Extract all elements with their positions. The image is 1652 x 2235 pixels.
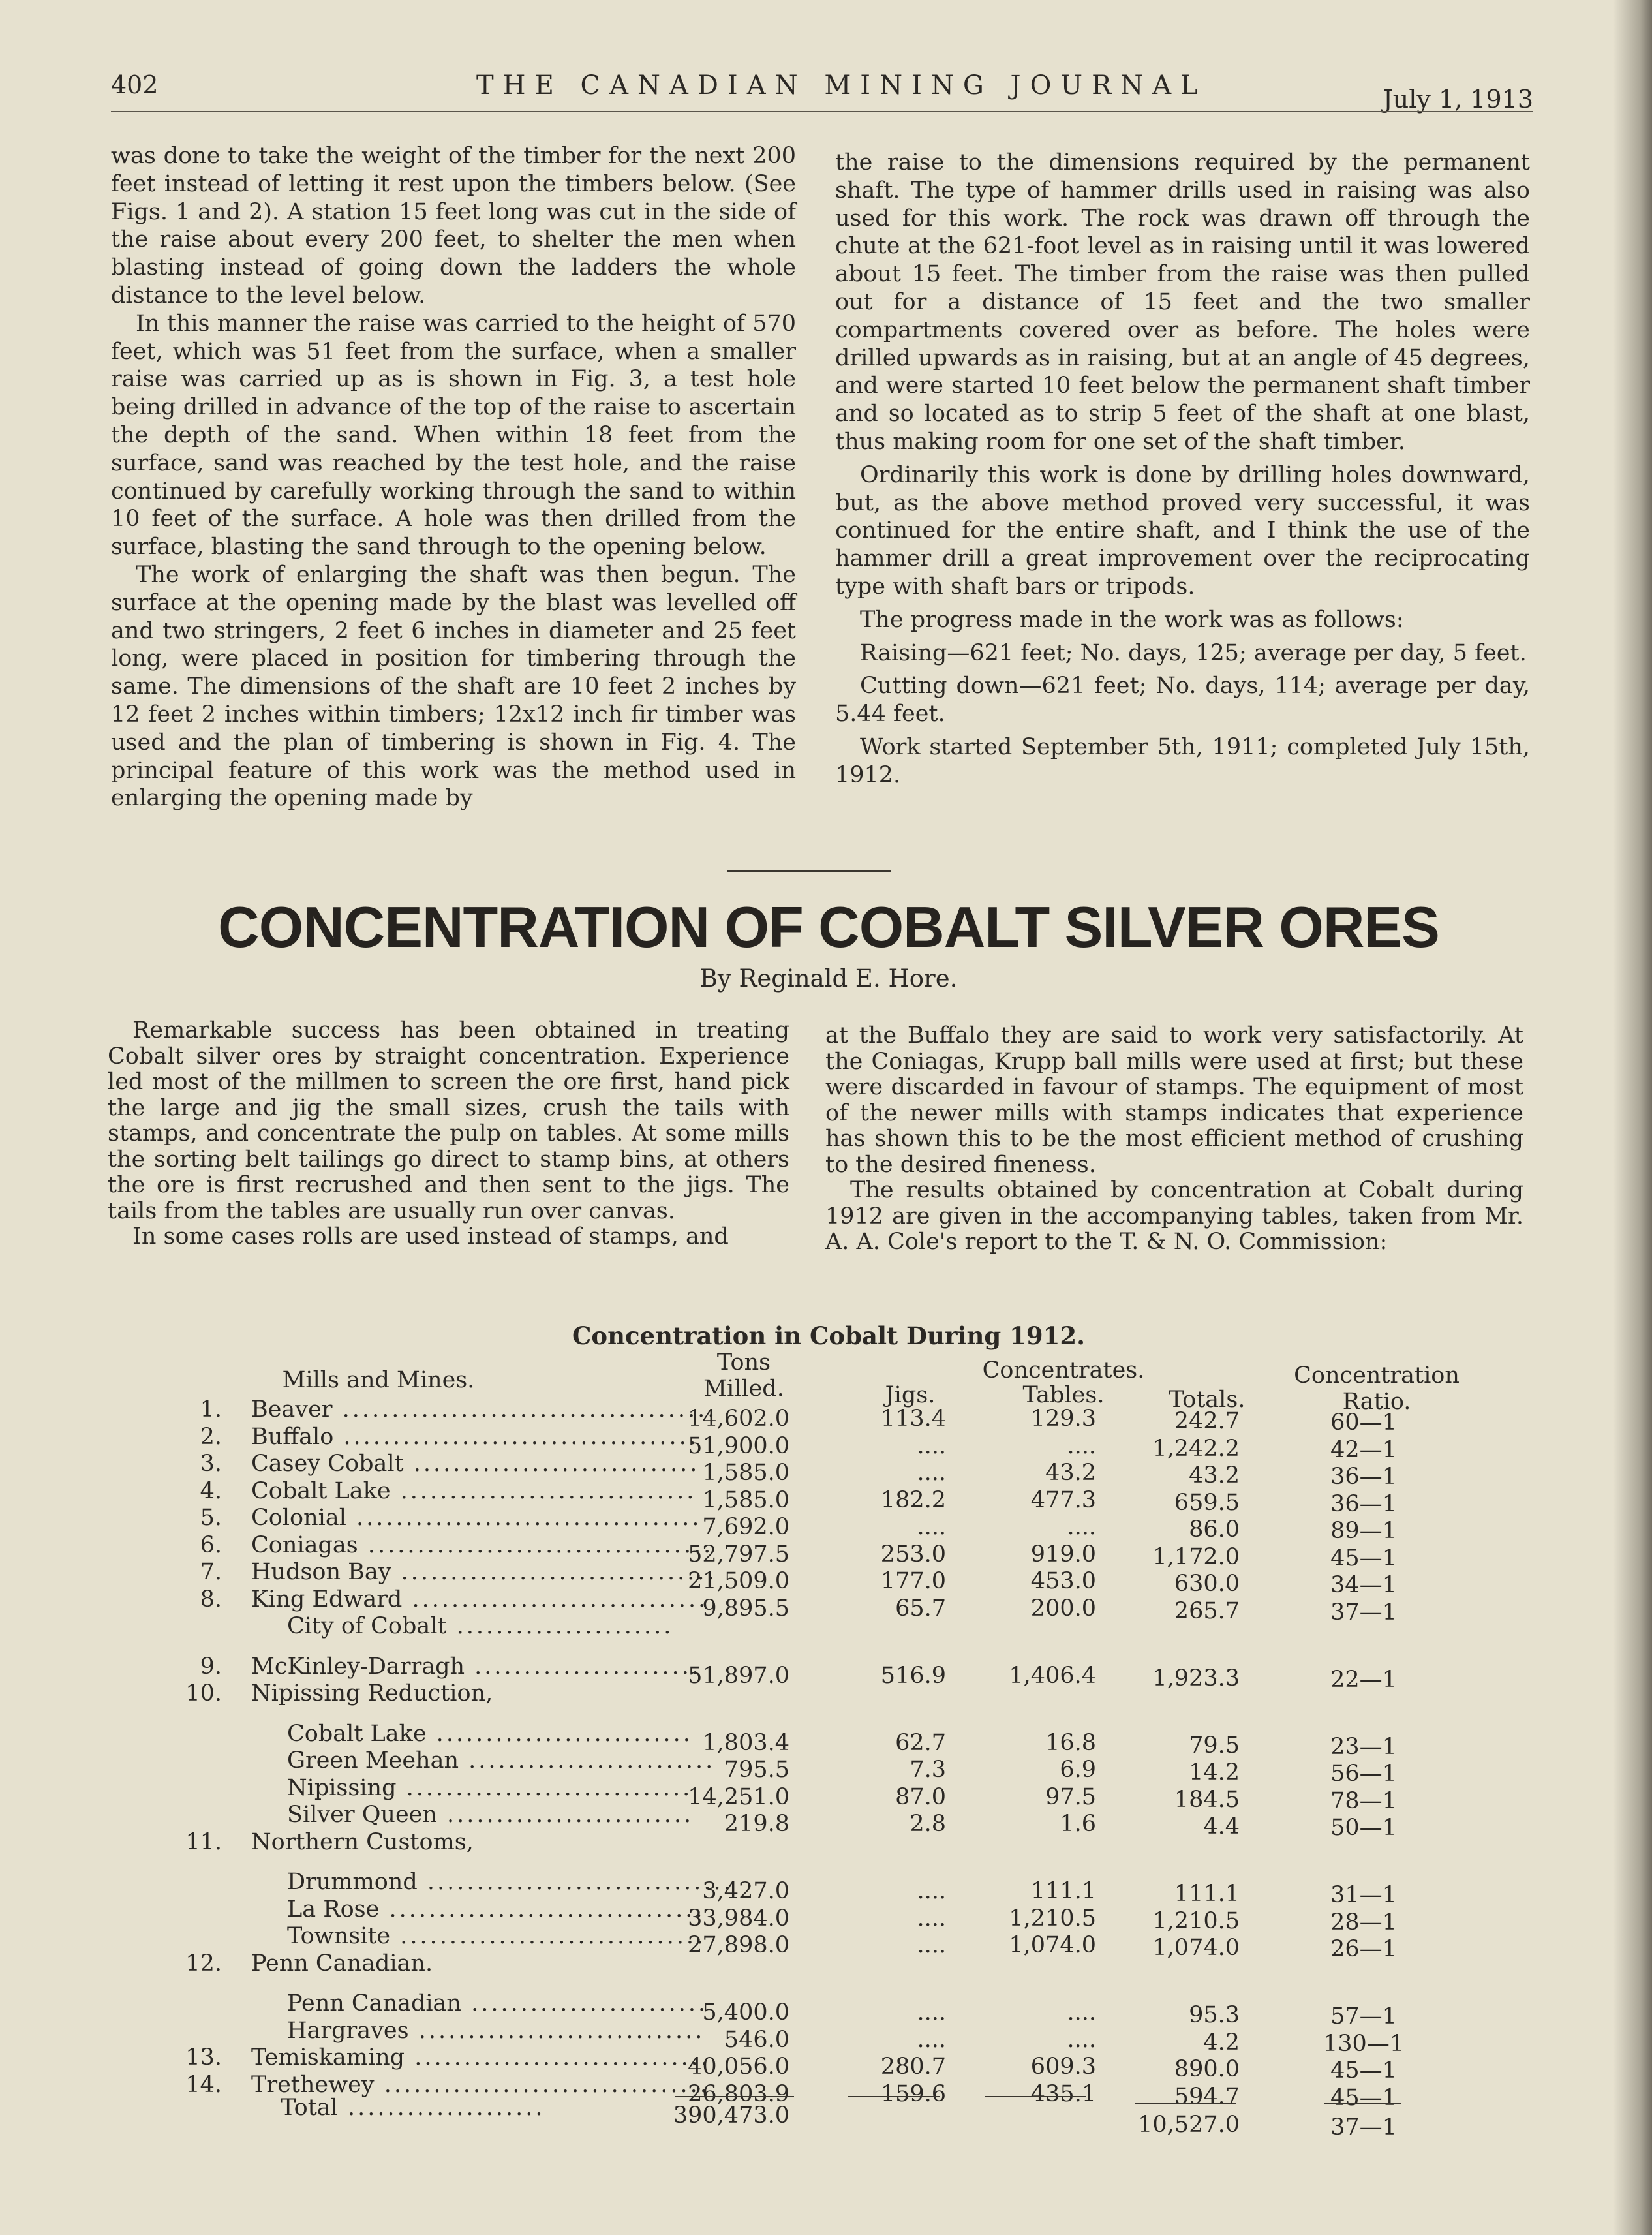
mine-name: Cobalt Lake .......................... (287, 1720, 693, 1747)
jigs-value: .... (917, 1432, 946, 1459)
mine-name: Nipissing ............................. (287, 1774, 693, 1801)
header-tons-1: Tons (716, 1349, 771, 1376)
totals-sum-rule (1135, 2103, 1236, 2104)
jigs-value: .... (917, 1514, 946, 1540)
concentration-ratio: 22—1 (1330, 1666, 1397, 1693)
article-right-column (825, 1023, 1523, 1256)
totals-value: 14.2 (1189, 1759, 1240, 1785)
tons-milled: 33,984.0 (688, 1905, 789, 1932)
paragraph: In some cases rolls are used instead of stamps, and (132, 1224, 729, 1250)
tons-milled: 14,602.0 (688, 1406, 789, 1432)
mine-name: Buffalo .................................... (251, 1423, 699, 1450)
continued-text-right-column (835, 149, 1530, 790)
jigs-value: 516.9 (880, 1662, 946, 1689)
row-number: 13. (185, 2044, 222, 2071)
tons-milled: 5,400.0 (702, 1999, 789, 2026)
paragraph: The results obtained by concentration at Cobalt during 1912 are given in the accompanying tables, taken from Mr. A. A. Cole's report to the T. & N. O. Commission: (825, 1177, 1523, 1255)
tables-value: 477.3 (1030, 1487, 1096, 1513)
paragraph: Cutting down—621 feet; No. days, 114; average per day, 5.44 feet. (835, 673, 1530, 728)
row-number: 5. (200, 1505, 222, 1531)
mine-name: Temiskaming .............................. (251, 2044, 711, 2071)
section-divider (727, 870, 891, 872)
mine-name: Casey Cobalt ............................. (251, 1451, 700, 1477)
paragraph: Ordinarily this work is done by drilling holes downward, but, as the above method proved very successful, it was continued for the entire shaft, and I think the use of the hammer drill a great improvement over the reciprocating type with shaft bars or tripods. (835, 461, 1530, 600)
tons-milled: 795.5 (724, 1757, 789, 1783)
concentration-ratio: 130—1 (1323, 2030, 1405, 2057)
totals-value: 594.7 (1174, 2083, 1240, 2110)
jigs-value: .... (917, 1932, 946, 1958)
jigs-value: 253.0 (880, 1541, 946, 1567)
header-ratio-2: Ratio. (1342, 1389, 1411, 1415)
page-edge-shadow (1613, 0, 1652, 2235)
totals-value: 43.2 (1189, 1462, 1240, 1488)
jigs-value: 113.4 (880, 1406, 946, 1432)
concentration-ratio: 56—1 (1330, 1761, 1397, 1787)
concentration-ratio: 57—1 (1330, 2003, 1397, 2029)
total-ratio: 37—1 (1330, 2114, 1397, 2140)
article-byline: By Reginald E. Hore. (699, 964, 958, 993)
mine-name: Trethewey ................................. (251, 2071, 710, 2098)
concentration-ratio: 26—1 (1330, 1936, 1397, 1962)
total-tons: 390,473.0 (673, 2103, 789, 2129)
tons-milled: 27,898.0 (688, 1932, 789, 1958)
tables-value: 16.8 (1045, 1729, 1096, 1756)
article-left-column (108, 1018, 789, 1250)
concentration-ratio: 50—1 (1330, 1815, 1397, 1841)
tons-milled: 1,585.0 (702, 1460, 789, 1486)
concentration-ratio: 28—1 (1330, 1909, 1397, 1935)
tons-milled: 219.8 (724, 1811, 789, 1837)
issue-date: July 1, 1913 (1383, 85, 1533, 114)
paragraph: In this manner the raise was carried to the height of 570 feet, which was 51 feet from the surface, when a smaller raise was carried up as is shown in Fig. 3, a test hole being drilled in advance of the top of the raise to ascertain the depth of the sand. When within 18 feet from the surface, sand was reached by the test hole, and the raise continued by carefully working through the sand to within 10 feet of the surface. A hole was then drilled from the surface, blasting the sand through to the opening below. (111, 310, 796, 561)
page-header (111, 64, 1533, 116)
tables-value: .... (1067, 1514, 1096, 1540)
row-number: 14. (185, 2071, 222, 2098)
header-mills: Mills and Mines. (282, 1367, 475, 1393)
mine-name: Penn Canadian ........................ (287, 1990, 709, 2016)
totals-value: 242.7 (1174, 1408, 1240, 1434)
concentration-ratio: 36—1 (1330, 1490, 1397, 1517)
row-number: 8. (200, 1586, 222, 1612)
tables-sum-rule (985, 2096, 1086, 2097)
tons-milled: 7,692.0 (702, 1514, 789, 1540)
total-label: Total .................... (281, 2095, 545, 2121)
paragraph: The progress made in the work was as follows: (860, 606, 1404, 633)
tables-value: 1,406.4 (1009, 1662, 1096, 1689)
row-number: 1. (200, 1396, 222, 1423)
tables-value: 97.5 (1045, 1783, 1096, 1810)
paragraph: Work started September 5th, 1911; completed July 15th, 1912. (835, 733, 1530, 788)
jigs-value: .... (917, 1878, 946, 1904)
paragraph: Raising—621 feet; No. days, 125; average per day, 5 feet. (860, 640, 1527, 666)
jigs-value: 2.8 (910, 1811, 946, 1837)
concentration-ratio: 34—1 (1330, 1572, 1397, 1598)
concentration-ratio: 45—1 (1330, 2058, 1397, 2084)
totals-value: 86.0 (1189, 1517, 1240, 1543)
header-rule (111, 111, 1533, 112)
totals-value: 4.2 (1203, 2029, 1240, 2056)
totals-value: 1,242.2 (1152, 1435, 1240, 1462)
paragraph: the raise to the dimensions required by the permanent shaft. The type of hammer drills used in raising was also used for this work. The rock was drawn off through the chute at the 621-foot level as in raising until it was lowered about 15 feet. The timber from the raise was then pulled out for a distance of 15 feet and the two smaller compartments covered over as before. The holes were drilled upwards as in raising, but at an angle of 45 degrees, and were started 10 feet below the permanent shaft timber and so located as to strip 5 feet of the shaft at one blast, thus making room for one set of the shaft timber. (835, 149, 1530, 455)
tons-milled: 40,056.0 (688, 2054, 789, 2080)
concentration-ratio: 60—1 (1330, 1410, 1397, 1436)
tables-value: .... (1067, 2026, 1096, 2053)
header-tables: Tables. (1022, 1382, 1105, 1408)
totals-value: 890.0 (1174, 2056, 1240, 2082)
jigs-value: 280.7 (880, 2054, 946, 2080)
tons-milled: 51,897.0 (688, 1662, 789, 1689)
tables-value: 609.3 (1030, 2054, 1096, 2080)
row-number: 4. (200, 1477, 222, 1504)
tons-milled: 3,427.0 (702, 1878, 789, 1904)
concentration-ratio: 23—1 (1330, 1733, 1397, 1760)
concentration-ratio: 89—1 (1330, 1518, 1397, 1544)
mine-name: Townsite ............................... (287, 1923, 707, 1949)
jigs-value: 87.0 (895, 1783, 946, 1810)
jigs-sum-rule (848, 2096, 940, 2097)
tons-milled: 14,251.0 (688, 1783, 789, 1810)
concentration-ratio: 37—1 (1330, 1599, 1397, 1626)
mine-name: Hargraves ............................. (287, 2017, 705, 2044)
row-number: 12. (185, 1950, 222, 1977)
article-title: CONCENTRATION OF COBALT SILVER ORES (218, 895, 1439, 959)
page-number: 402 (111, 70, 159, 99)
concentration-ratio: 45—1 (1330, 1545, 1397, 1571)
row-number: 3. (200, 1451, 222, 1477)
jigs-value: .... (917, 1905, 946, 1932)
tons-milled: 21,509.0 (688, 1568, 789, 1594)
totals-value: 184.5 (1174, 1786, 1240, 1813)
concentration-ratio: 45—1 (1330, 2084, 1397, 2111)
totals-value: 1,210.5 (1152, 1907, 1240, 1934)
tables-value: .... (1067, 1999, 1096, 2026)
header-jigs: Jigs. (885, 1382, 936, 1408)
ratio-sum-rule (1324, 2103, 1401, 2104)
tables-value: 43.2 (1045, 1460, 1096, 1486)
tables-value: 129.3 (1030, 1406, 1096, 1432)
paragraph: The work of enlarging the shaft was then begun. The surface at the opening made by the blast was levelled off and two stringers, 2 feet 6 inches in diameter and 25 feet long, were placed in position for timbering through the same. The dimensions of the shaft are 10 feet 2 inches by 12 feet 2 inches within timbers; 12x12 inch fir timber was used and the plan of timbering is shown in Fig. 4. The principal feature of this work was the method used in enlarging the opening made by (111, 561, 796, 812)
total-concentrates: 10,527.0 (1138, 2112, 1240, 2138)
totals-value: 659.5 (1174, 1489, 1240, 1516)
mine-name: Green Meehan ......................... (287, 1748, 716, 1774)
totals-value: 79.5 (1189, 1732, 1240, 1759)
mine-name: McKinley-Darragh ....................... (251, 1653, 702, 1680)
tables-value: .... (1067, 1432, 1096, 1459)
totals-value: 111.1 (1174, 1881, 1240, 1907)
tons-milled: 9,895.5 (702, 1595, 789, 1622)
header-tons-2: Milled. (703, 1376, 784, 1402)
tons-milled: 26,803.9 (688, 2080, 789, 2107)
row-number: 10. (185, 1680, 222, 1706)
jigs-value: .... (917, 1460, 946, 1486)
jigs-value: 65.7 (895, 1595, 946, 1622)
journal-title: THE CANADIAN MINING JOURNAL (476, 70, 1207, 100)
mine-name: Northern Customs, (251, 1828, 474, 1855)
row-number: 9. (200, 1653, 222, 1680)
mine-name: La Rose ................................ (287, 1896, 705, 1922)
tons-sum-rule (675, 2096, 794, 2097)
mine-name: Cobalt Lake .............................. (251, 1477, 697, 1504)
jigs-value: 62.7 (895, 1729, 946, 1756)
paragraph: was done to take the weight of the timber for the next 200 feet instead of letting it rest upon the timbers below. (See Figs. 1 and 2). A station 15 feet long was cut in the side of the raise about every 200 feet, to shelter the men when blasting instead of going down the ladders the whole distance to the level below. (111, 143, 796, 309)
tables-value: 200.0 (1030, 1595, 1096, 1622)
mine-name: City of Cobalt ...................... (287, 1613, 674, 1639)
totals-value: 265.7 (1174, 1597, 1240, 1624)
totals-value: 1,923.3 (1152, 1665, 1240, 1691)
tables-value: 111.1 (1030, 1878, 1096, 1904)
tons-milled: 51,900.0 (688, 1432, 789, 1459)
jigs-value: 159.6 (880, 2080, 946, 2107)
totals-value: 4.4 (1203, 1813, 1240, 1840)
totals-value: 95.3 (1189, 2002, 1240, 2028)
tables-value: 453.0 (1030, 1568, 1096, 1594)
tables-value: 435.1 (1030, 2080, 1096, 2107)
totals-value: 1,172.0 (1152, 1543, 1240, 1570)
totals-value: 630.0 (1174, 1571, 1240, 1597)
continued-text-left-column (111, 142, 796, 812)
concentration-ratio: 36—1 (1330, 1464, 1397, 1490)
mine-name: Silver Queen ......................... (287, 1802, 694, 1828)
row-number: 11. (185, 1828, 222, 1855)
tables-value: 919.0 (1030, 1541, 1096, 1567)
tons-milled: 1,803.4 (702, 1729, 789, 1756)
mine-name: Drummond ............................... (287, 1869, 733, 1895)
jigs-value: .... (917, 1999, 946, 2026)
mine-name: Hudson Bay ................................ (251, 1559, 717, 1585)
header-ratio-1: Concentration (1294, 1363, 1460, 1389)
tons-milled: 52,797.5 (688, 1541, 789, 1567)
concentration-ratio: 31—1 (1330, 1882, 1397, 1908)
header-concentrates: Concentrates. (982, 1357, 1145, 1383)
mine-name: Penn Canadian. (251, 1950, 433, 1977)
paragraph: at the Buffalo they are said to work very satisfactorily. At the Coniagas, Krupp ball mills were used at first; but these were discarded in favour of stamps. The equipment of most of the newer mills with stamps indicates that experience has shown this to be the most efficient method of crushing to the desired fineness. (825, 1023, 1523, 1178)
tables-value: 1,210.5 (1009, 1905, 1096, 1932)
mine-name: Coniagas ................................... (251, 1532, 714, 1558)
table-caption: Concentration in Cobalt During 1912. (572, 1321, 1086, 1350)
mine-name: Nipissing Reduction, (251, 1680, 493, 1706)
tables-value: 1,074.0 (1009, 1932, 1096, 1958)
mine-name: King Edward .............................. (251, 1586, 709, 1612)
concentration-ratio: 42—1 (1330, 1436, 1397, 1463)
jigs-value: 7.3 (910, 1757, 946, 1783)
tables-value: 1.6 (1060, 1811, 1096, 1837)
tons-milled: 546.0 (724, 2026, 789, 2053)
row-number: 6. (200, 1532, 222, 1558)
row-number: 7. (200, 1559, 222, 1585)
tons-milled: 1,585.0 (702, 1487, 789, 1513)
mine-name: Colonial ................................... (251, 1505, 702, 1531)
jigs-value: 177.0 (880, 1568, 946, 1594)
mine-name: Beaver ...................................... (251, 1396, 718, 1423)
concentration-ratio: 78—1 (1330, 1787, 1397, 1814)
totals-value: 1,074.0 (1152, 1935, 1240, 1961)
jigs-value: .... (917, 2026, 946, 2053)
row-number: 2. (200, 1423, 222, 1450)
paragraph: Remarkable success has been obtained in treating Cobalt silver ores by straight concentration. Experience led most of the millmen to screen the ore first, hand pick the large and jig the small sizes, crush the tails with stamps, and concentrate the pulp on tables. At some mills the sorting belt tailings go direct to stamp bins, at others the ore is first recrushed and then sent to the jigs. The tails from the tables are usually run over canvas. (108, 1017, 789, 1224)
tables-value: 6.9 (1060, 1757, 1096, 1783)
jigs-value: 182.2 (880, 1487, 946, 1513)
header-totals: Totals. (1169, 1387, 1246, 1413)
